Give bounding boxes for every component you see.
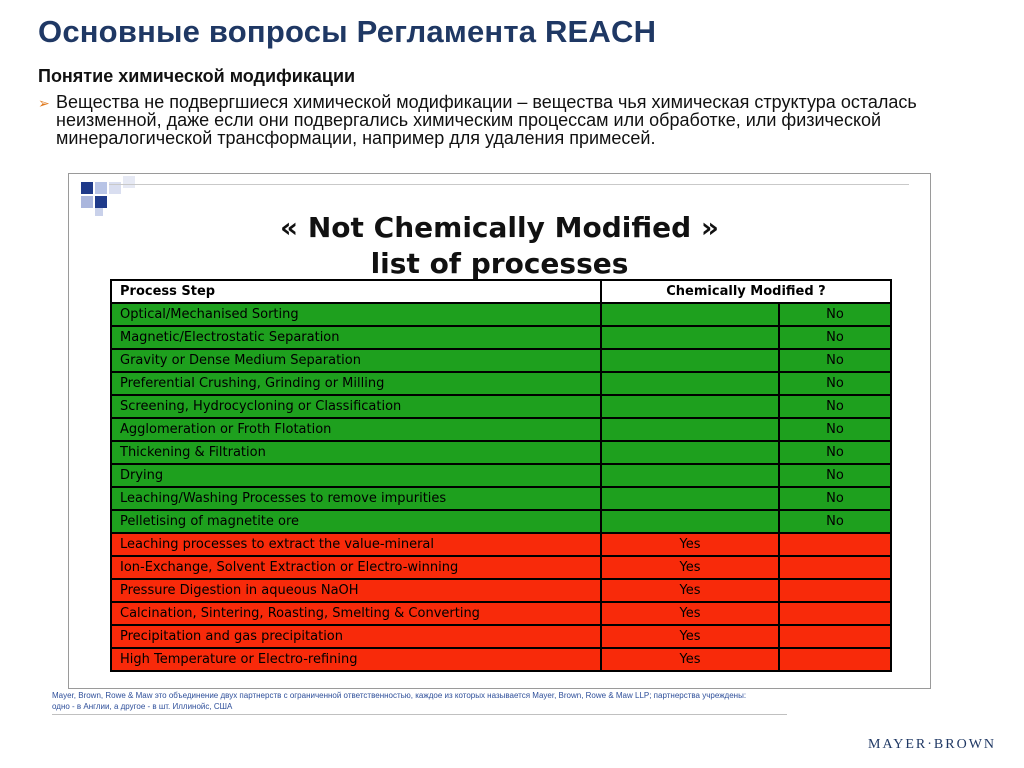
process-step-cell: Magnetic/Electrostatic Separation [111, 326, 601, 349]
legal-footer [52, 690, 812, 712]
table-row [111, 602, 891, 625]
yes-cell [601, 464, 779, 487]
mayer-brown-logo: MAYER·BROWN [868, 737, 997, 752]
no-cell: No [779, 464, 891, 487]
no-cell: No [779, 372, 891, 395]
footer-line-2: одно - в Англии, а другое - в шт. Иллинойс, США [52, 702, 233, 711]
yes-cell [601, 418, 779, 441]
table-row [111, 372, 891, 395]
no-cell: No [779, 326, 891, 349]
process-step-cell: Preferential Crushing, Grinding or Milling [111, 372, 601, 395]
yes-cell [601, 395, 779, 418]
no-cell: No [779, 349, 891, 372]
no-cell [779, 602, 891, 625]
process-step-cell: Leaching/Washing Processes to remove impurities [111, 487, 601, 510]
yes-cell [601, 487, 779, 510]
process-step-cell: Calcination, Sintering, Roasting, Smelting & Converting [111, 602, 601, 625]
footer-line-1: Mayer, Brown, Rowe & Maw это объединение двух партнерств с ограниченной ответственностью, каждое из которых называется Mayer, Brown, Rowe & Maw LLP; партнерства учреждены: [52, 691, 747, 700]
arrow-bullet-icon: ➢ [38, 95, 50, 111]
process-step-cell: Drying [111, 464, 601, 487]
panel-title-line2: list of processes [370, 247, 629, 280]
process-step-cell: High Temperature or Electro-refining [111, 648, 601, 671]
process-step-cell: Ion-Exchange, Solvent Extraction or Electro-winning [111, 556, 601, 579]
table-row [111, 303, 891, 326]
yes-cell: Yes [601, 602, 779, 625]
no-cell: No [779, 441, 891, 464]
no-cell [779, 533, 891, 556]
process-step-cell: Agglomeration or Froth Flotation [111, 418, 601, 441]
panel-title [69, 210, 930, 282]
yes-cell [601, 303, 779, 326]
process-step-cell: Pelletising of magnetite ore [111, 510, 601, 533]
yes-cell [601, 372, 779, 395]
table-row [111, 418, 891, 441]
panel-divider [109, 184, 909, 185]
no-cell: No [779, 510, 891, 533]
process-step-cell: Screening, Hydrocycloning or Classification [111, 395, 601, 418]
process-step-cell: Optical/Mechanised Sorting [111, 303, 601, 326]
yes-cell: Yes [601, 648, 779, 671]
header-chemically-modified: Chemically Modified ? [601, 280, 891, 303]
section-subtitle: Понятие химической модификации [38, 66, 356, 86]
table-row [111, 510, 891, 533]
yes-cell: Yes [601, 579, 779, 602]
table-row [111, 533, 891, 556]
yes-cell [601, 349, 779, 372]
no-cell [779, 625, 891, 648]
no-cell: No [779, 418, 891, 441]
process-step-cell: Precipitation and gas precipitation [111, 625, 601, 648]
table-row [111, 625, 891, 648]
yes-cell [601, 441, 779, 464]
table-row [111, 349, 891, 372]
no-cell: No [779, 395, 891, 418]
no-cell: No [779, 303, 891, 326]
table-row [111, 464, 891, 487]
table-row [111, 395, 891, 418]
definition-text: Вещества не подвергшиеся химической модификации – вещества чья химическая структура осталась неизменной, даже если они подвергались химическим процессам или обработке, или физической минералогической трансформации, например для удаления примесей. [56, 92, 917, 148]
table-row [111, 579, 891, 602]
table-row [111, 487, 891, 510]
header-process-step: Process Step [111, 280, 601, 303]
yes-cell: Yes [601, 625, 779, 648]
yes-cell [601, 510, 779, 533]
page-title: Основные вопросы Регламента REACH [38, 14, 657, 49]
footer-divider [52, 714, 787, 715]
table-row [111, 648, 891, 671]
process-step-cell: Thickening & Filtration [111, 441, 601, 464]
yes-cell: Yes [601, 556, 779, 579]
no-cell [779, 648, 891, 671]
process-step-cell: Gravity or Dense Medium Separation [111, 349, 601, 372]
table-header-row [111, 280, 891, 303]
table-row [111, 441, 891, 464]
yes-cell [601, 326, 779, 349]
panel-title-line1: « Not Chemically Modified » [280, 211, 719, 244]
table-row [111, 556, 891, 579]
table-row [111, 326, 891, 349]
no-cell: No [779, 487, 891, 510]
process-step-cell: Pressure Digestion in aqueous NaOH [111, 579, 601, 602]
process-list-panel [68, 173, 931, 689]
no-cell [779, 556, 891, 579]
no-cell [779, 579, 891, 602]
yes-cell: Yes [601, 533, 779, 556]
table-body [111, 303, 891, 671]
process-step-cell: Leaching processes to extract the value-mineral [111, 533, 601, 556]
process-table [110, 279, 892, 672]
